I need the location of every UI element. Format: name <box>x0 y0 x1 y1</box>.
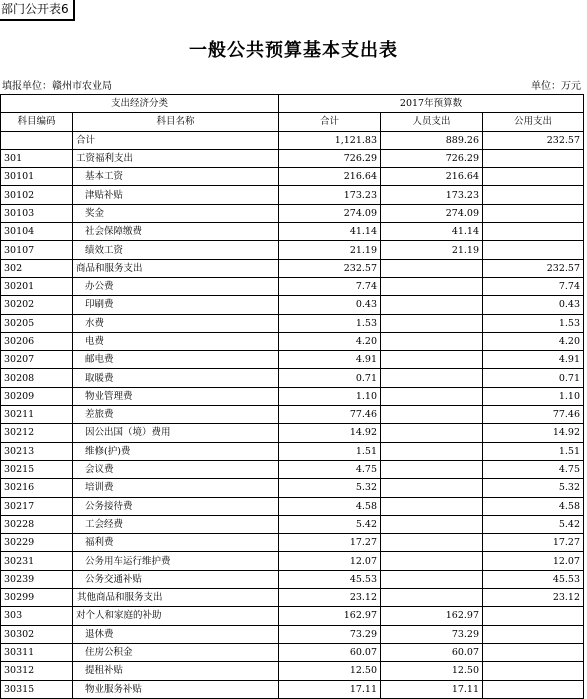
row-public: 4.75 <box>483 460 584 478</box>
row-personnel: 162.97 <box>381 607 483 625</box>
table-row <box>1 570 584 588</box>
row-code: 301 <box>1 149 73 167</box>
row-name: 社会保障缴费 <box>73 223 279 241</box>
table-row <box>1 497 584 515</box>
row-total: 14.92 <box>279 424 381 442</box>
row-personnel: 726.29 <box>381 149 483 167</box>
row-name: 基本工资 <box>73 168 279 186</box>
row-name: 合计 <box>73 131 279 149</box>
row-personnel <box>381 460 483 478</box>
table-row <box>1 241 584 259</box>
table-row <box>1 589 584 607</box>
row-total: 1.53 <box>279 314 381 332</box>
row-total: 232.57 <box>279 259 381 277</box>
row-public: 12.07 <box>483 552 584 570</box>
row-public <box>483 625 584 643</box>
row-personnel <box>381 351 483 369</box>
row-name: 水费 <box>73 314 279 332</box>
row-public: 23.12 <box>483 589 584 607</box>
table-row <box>1 277 584 295</box>
row-code: 30239 <box>1 570 73 588</box>
row-public: 14.92 <box>483 424 584 442</box>
row-public: 4.58 <box>483 497 584 515</box>
table-row <box>1 314 584 332</box>
table-row <box>1 442 584 460</box>
row-personnel <box>381 570 483 588</box>
row-code: 30107 <box>1 241 73 259</box>
row-total: 4.20 <box>279 332 381 350</box>
row-code: 30302 <box>1 625 73 643</box>
header-budget-year: 2017年预算数 <box>279 95 584 113</box>
row-public <box>483 204 584 222</box>
table-row <box>1 131 584 149</box>
row-public: 232.57 <box>483 131 584 149</box>
row-total: 1.51 <box>279 442 381 460</box>
row-code: 30207 <box>1 351 73 369</box>
table-row <box>1 515 584 533</box>
currency-unit: 单位：万元 <box>531 81 581 92</box>
row-personnel <box>381 406 483 424</box>
table-row <box>1 223 584 241</box>
table-row <box>1 351 584 369</box>
row-personnel <box>381 314 483 332</box>
row-personnel: 41.14 <box>381 223 483 241</box>
row-total: 77.46 <box>279 406 381 424</box>
page-title: 一般公共预算基本支出表 <box>189 40 398 61</box>
row-code: 30209 <box>1 387 73 405</box>
row-public <box>483 168 584 186</box>
row-public: 1.51 <box>483 442 584 460</box>
row-code: 30211 <box>1 406 73 424</box>
table-row <box>1 332 584 350</box>
table-row <box>1 259 584 277</box>
row-personnel <box>381 552 483 570</box>
row-total: 12.07 <box>279 552 381 570</box>
row-public: 1.10 <box>483 387 584 405</box>
row-total: 173.23 <box>279 186 381 204</box>
table-row <box>1 406 584 424</box>
row-name: 物业管理费 <box>73 387 279 405</box>
row-name: 电费 <box>73 332 279 350</box>
row-public: 77.46 <box>483 406 584 424</box>
row-name: 奖金 <box>73 204 279 222</box>
row-public: 45.53 <box>483 570 584 588</box>
table-row <box>1 534 584 552</box>
row-personnel <box>381 497 483 515</box>
row-public: 232.57 <box>483 259 584 277</box>
row-total: 45.53 <box>279 570 381 588</box>
row-total: 4.58 <box>279 497 381 515</box>
row-public <box>483 662 584 680</box>
row-total: 0.71 <box>279 369 381 387</box>
row-code: 30101 <box>1 168 73 186</box>
table-row <box>1 625 584 643</box>
header-group-row <box>1 95 584 113</box>
row-public: 0.71 <box>483 369 584 387</box>
table-row <box>1 387 584 405</box>
row-personnel: 889.26 <box>381 131 483 149</box>
row-code: 30228 <box>1 515 73 533</box>
table-tag: 部门公开表6 <box>0 0 75 21</box>
row-personnel: 12.50 <box>381 662 483 680</box>
row-total: 1,121.83 <box>279 131 381 149</box>
table-row <box>1 186 584 204</box>
header-column-row <box>1 113 584 131</box>
row-personnel: 21.19 <box>381 241 483 259</box>
row-total: 17.27 <box>279 534 381 552</box>
row-name: 因公出国（境）费用 <box>73 424 279 442</box>
row-name: 维修(护)费 <box>73 442 279 460</box>
row-total: 4.91 <box>279 351 381 369</box>
row-name: 印刷费 <box>73 296 279 314</box>
row-code: 30311 <box>1 643 73 661</box>
row-name: 会议费 <box>73 460 279 478</box>
row-name: 差旅费 <box>73 406 279 424</box>
row-total: 23.12 <box>279 589 381 607</box>
row-code: 30102 <box>1 186 73 204</box>
table-row <box>1 149 584 167</box>
row-code: 30312 <box>1 662 73 680</box>
row-total: 274.09 <box>279 204 381 222</box>
row-code: 303 <box>1 607 73 625</box>
row-total: 216.64 <box>279 168 381 186</box>
row-total: 4.75 <box>279 460 381 478</box>
row-public: 4.91 <box>483 351 584 369</box>
row-public: 5.42 <box>483 515 584 533</box>
header-total: 合计 <box>279 113 381 131</box>
table-row <box>1 460 584 478</box>
row-code: 30201 <box>1 277 73 295</box>
row-total: 17.11 <box>279 680 381 698</box>
table-row <box>1 552 584 570</box>
row-name: 提租补贴 <box>73 662 279 680</box>
row-name: 取暖费 <box>73 369 279 387</box>
row-total: 21.19 <box>279 241 381 259</box>
row-public: 7.74 <box>483 277 584 295</box>
table-row <box>1 369 584 387</box>
row-public: 1.53 <box>483 314 584 332</box>
row-personnel: 173.23 <box>381 186 483 204</box>
row-code: 30104 <box>1 223 73 241</box>
row-name: 培训费 <box>73 479 279 497</box>
row-total: 1.10 <box>279 387 381 405</box>
row-name: 邮电费 <box>73 351 279 369</box>
row-total: 12.50 <box>279 662 381 680</box>
row-personnel <box>381 589 483 607</box>
header-code: 科目编码 <box>1 113 73 131</box>
row-code: 30229 <box>1 534 73 552</box>
row-personnel <box>381 332 483 350</box>
table-row <box>1 607 584 625</box>
header-name: 科目名称 <box>73 113 279 131</box>
header-economic-class: 支出经济分类 <box>1 95 279 113</box>
row-public: 17.27 <box>483 534 584 552</box>
row-name: 住房公积金 <box>73 643 279 661</box>
row-code: 302 <box>1 259 73 277</box>
table-row <box>1 479 584 497</box>
row-public <box>483 149 584 167</box>
row-total: 5.42 <box>279 515 381 533</box>
row-code: 30202 <box>1 296 73 314</box>
row-code: 30208 <box>1 369 73 387</box>
table-row <box>1 424 584 442</box>
row-total: 5.32 <box>279 479 381 497</box>
row-name: 工会经费 <box>73 515 279 533</box>
row-code: 30216 <box>1 479 73 497</box>
row-public: 5.32 <box>483 479 584 497</box>
row-name: 商品和服务支出 <box>73 259 279 277</box>
row-public: 0.43 <box>483 296 584 314</box>
row-name: 福利费 <box>73 534 279 552</box>
row-personnel <box>381 442 483 460</box>
row-total: 7.74 <box>279 277 381 295</box>
row-personnel: 60.07 <box>381 643 483 661</box>
row-name: 工资福利支出 <box>73 149 279 167</box>
row-personnel: 17.11 <box>381 680 483 698</box>
row-code: 30215 <box>1 460 73 478</box>
budget-table <box>0 94 584 699</box>
row-personnel <box>381 277 483 295</box>
reporting-unit: 填报单位：赣州市农业局 <box>2 81 112 92</box>
row-code: 30231 <box>1 552 73 570</box>
row-code: 30217 <box>1 497 73 515</box>
row-name: 公务接待费 <box>73 497 279 515</box>
row-public <box>483 186 584 204</box>
row-code: 30212 <box>1 424 73 442</box>
row-personnel <box>381 479 483 497</box>
table-row <box>1 168 584 186</box>
row-code: 30213 <box>1 442 73 460</box>
row-personnel <box>381 259 483 277</box>
row-name: 公务交通补贴 <box>73 570 279 588</box>
row-code: 30315 <box>1 680 73 698</box>
row-code: 30206 <box>1 332 73 350</box>
row-code: 30103 <box>1 204 73 222</box>
row-personnel <box>381 515 483 533</box>
header-personnel: 人员支出 <box>381 113 483 131</box>
row-public <box>483 607 584 625</box>
row-public: 4.20 <box>483 332 584 350</box>
row-name: 办公费 <box>73 277 279 295</box>
row-public <box>483 643 584 661</box>
row-name: 其他商品和服务支出 <box>73 589 279 607</box>
row-name: 物业服务补贴 <box>73 680 279 698</box>
row-public <box>483 223 584 241</box>
row-total: 73.29 <box>279 625 381 643</box>
row-personnel: 73.29 <box>381 625 483 643</box>
row-personnel <box>381 534 483 552</box>
row-code: 30205 <box>1 314 73 332</box>
row-personnel: 216.64 <box>381 168 483 186</box>
row-code <box>1 131 73 149</box>
row-total: 0.43 <box>279 296 381 314</box>
row-personnel <box>381 424 483 442</box>
table-row <box>1 662 584 680</box>
header-public: 公用支出 <box>483 113 584 131</box>
table-row <box>1 204 584 222</box>
row-name: 退休费 <box>73 625 279 643</box>
row-public <box>483 241 584 259</box>
row-name: 绩效工资 <box>73 241 279 259</box>
row-total: 41.14 <box>279 223 381 241</box>
row-personnel <box>381 387 483 405</box>
row-name: 公务用车运行维护费 <box>73 552 279 570</box>
row-name: 津贴补贴 <box>73 186 279 204</box>
table-row <box>1 643 584 661</box>
row-total: 162.97 <box>279 607 381 625</box>
table-row <box>1 296 584 314</box>
row-personnel <box>381 369 483 387</box>
row-total: 60.07 <box>279 643 381 661</box>
row-personnel: 274.09 <box>381 204 483 222</box>
row-name: 对个人和家庭的补助 <box>73 607 279 625</box>
row-personnel <box>381 296 483 314</box>
row-total: 726.29 <box>279 149 381 167</box>
row-code: 30299 <box>1 589 73 607</box>
